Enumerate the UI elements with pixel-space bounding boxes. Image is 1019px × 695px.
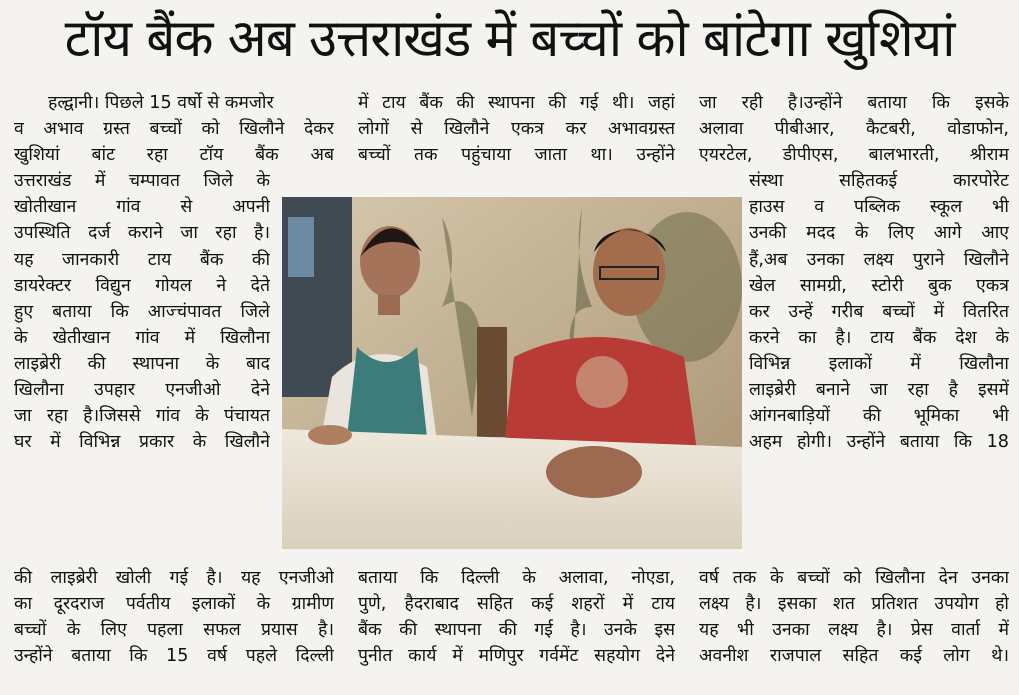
text-line: संस्था सहितकई कारपोरेट	[749, 171, 1009, 192]
text-line: अहम होगी। उन्होंने बताया कि 18	[749, 432, 1009, 453]
text-line: उन्होंने बताया कि 15 वर्ष पहले दिल्ली	[14, 646, 334, 667]
text-line: की लाइब्रेरी खोली गई है। यह एनजीओ	[14, 568, 334, 588]
text-line: खोतीखान गांव से अपनी	[14, 197, 270, 218]
text-line: खिलौना उपहार एनजीओ देने	[14, 380, 270, 401]
press-photo-icon	[282, 197, 742, 549]
text-line: घर में विभिन्न प्रकार के खिलौने	[14, 432, 270, 453]
text-line: करने का है। टाय बैंक देश के	[749, 327, 1009, 348]
text-line: हल्द्वानी। पिछले 15 वर्षो से कमजोर	[48, 93, 274, 113]
text-line: हाउस व पब्लिक स्कूल भी	[749, 197, 1009, 218]
text-line: लाइब्रेरी की स्थापना के बाद	[14, 353, 270, 374]
text-line: व अभाव ग्रस्त बच्चों को खिलौने देकर	[14, 119, 334, 140]
text-line: लोगों से खिलौने एकत्र कर अभावग्रस्त	[358, 119, 675, 140]
text-line: यह भी उनका लक्ष्य है। प्रेस वार्ता में	[699, 620, 1009, 641]
text-line: के खेतीखान गांव में खिलौना	[14, 327, 270, 348]
column-middle-top	[358, 90, 675, 168]
page-title: टॉय बैंक अब उत्तराखंड में बच्चों को बांटेगा खुशियां	[64, 9, 955, 69]
text-line: आंगनबाड़ियों की भूमिका भी	[749, 406, 1009, 427]
column-right-bottom	[699, 565, 1009, 669]
text-line: बताया कि दिल्ली के अलावा, नोएडा,	[358, 568, 675, 588]
text-line: एयरटेल, डीपीएस, बालभारती, श्रीराम	[699, 145, 1009, 166]
text-line: अवनीश राजपाल सहित कई लोग थे।	[699, 646, 1009, 667]
column-left-bottom	[14, 565, 334, 669]
text-line: का दूरदराज पर्वतीय इलाकों के ग्रामीण	[14, 594, 334, 615]
text-line: कर उन्हें गरीब बच्चों में वितरित	[749, 301, 1009, 322]
text-line: अलावा पीबीआर, कैटबरी, वोडाफोन,	[699, 119, 1009, 140]
text-line: उपस्थिति दर्ज कराने जा रहा है।	[14, 223, 270, 244]
text-line: में टाय बैंक की स्थापना की गई थी। जहां	[358, 93, 675, 113]
text-line: डायरेक्टर विद्युन गोयल ने देते	[14, 275, 270, 296]
text-line: वर्ष तक के बच्चों को खिलौना देन उनका	[699, 568, 1009, 588]
text-line: जा रहा है।जिससे गांव के पंचायत	[14, 406, 270, 427]
column-right	[699, 90, 1009, 455]
text-line: उत्तराखंड में चम्पावत जिले के	[14, 171, 270, 192]
text-line: बैंक की स्थापना की गई है। उनके इस	[358, 620, 675, 641]
text-line: विभिन्न इलाकों में खिलौना	[749, 353, 1009, 374]
text-line: हैं,अब उनका लक्ष्य पुराने खिलौने	[749, 249, 1009, 270]
text-line: लक्ष्य है। इसका शत प्रतिशत उपयोग हो	[699, 594, 1009, 615]
text-line: जा रही है।उन्होंने बताया कि इसके	[699, 93, 1009, 113]
text-line: हुए बताया कि आज्चंपावत जिले	[14, 301, 270, 322]
column-middle-bottom	[358, 565, 675, 669]
text-line: पुणे, हैदराबाद सहित कई शहरों में टाय	[358, 594, 675, 615]
press-photo	[282, 197, 742, 549]
text-line: बच्चों के लिए पहला सफल प्रयास है।	[14, 620, 334, 641]
text-line: बच्चों तक पहुंचाया जाता था। उन्होंने	[358, 145, 675, 166]
text-line: लाइब्रेरी बनाने जा रहा है इसमें	[749, 380, 1009, 401]
text-line: यह जानकारी टाय बैंक की	[14, 249, 270, 270]
text-line: पुनीत कार्य में मणिपुर गर्वमेंट सहयोग देने	[358, 646, 675, 667]
text-line: खेल सामग्री, स्टोरी बुक एकत्र	[749, 275, 1009, 296]
text-line: खुशियां बांट रहा टॉय बैंक अब	[14, 145, 334, 166]
text-line: उनकी मदद के लिए आगे आए	[749, 223, 1009, 244]
